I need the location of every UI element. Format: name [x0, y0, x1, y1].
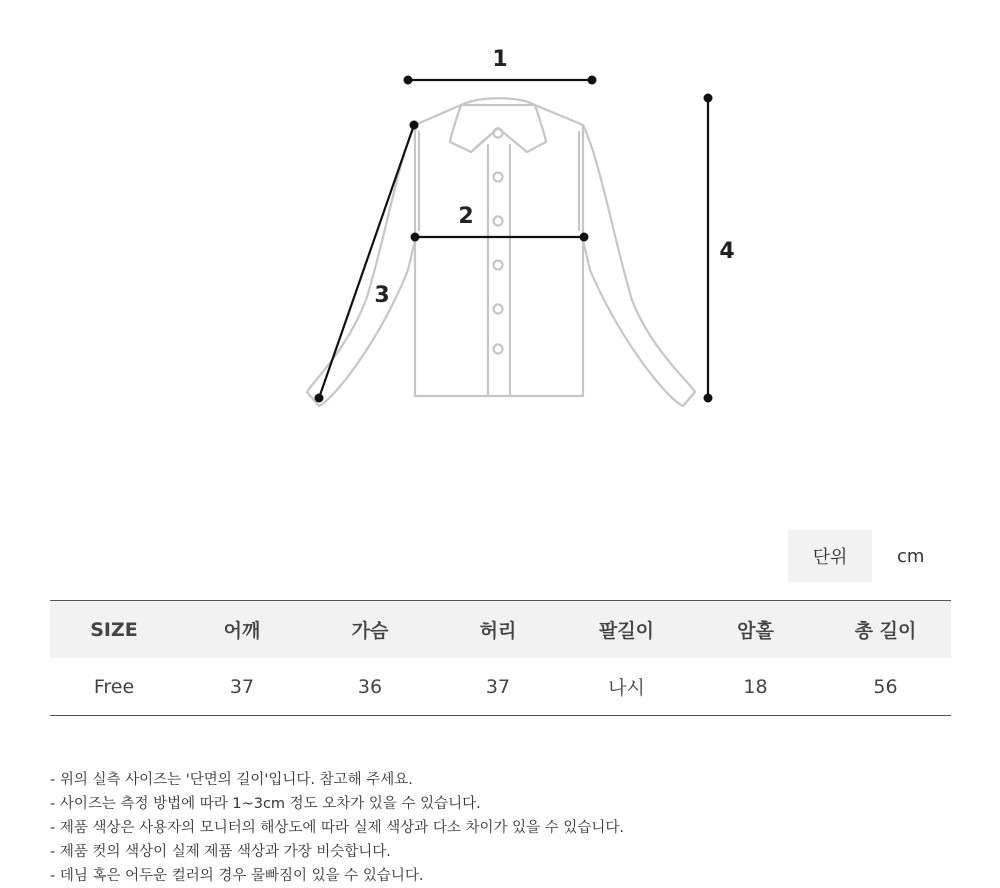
note-item: - 사이즈는 측정 방법에 따라 1~3cm 정도 오차가 있을 수 있습니다. — [50, 796, 481, 812]
marker-2: 2 — [458, 204, 474, 229]
marker-3: 3 — [374, 283, 390, 308]
header-armhole: 암홀 — [691, 601, 820, 659]
notes-list — [50, 768, 624, 888]
cell-armhole: 18 — [691, 658, 820, 716]
table-row — [50, 658, 951, 716]
cell-chest: 36 — [306, 658, 434, 716]
header-waist: 허리 — [434, 601, 562, 659]
note-item: - 제품 컷의 색상이 실제 제품 색상과 가장 비슷합니다. — [50, 844, 391, 860]
header-sleeve: 팔길이 — [562, 601, 691, 659]
cell-shoulder: 37 — [178, 658, 306, 716]
size-table — [50, 600, 951, 716]
note-item: - 제품 색상은 사용자의 모니터의 해상도에 따라 실제 색상과 다소 차이가 있을 수 있습니다. — [50, 820, 625, 836]
unit-label: 단위 — [788, 530, 872, 582]
marker-1: 1 — [492, 47, 508, 72]
size-table-header — [50, 601, 951, 659]
cell-total-length: 56 — [820, 658, 951, 716]
unit-value: cm — [897, 545, 925, 567]
header-total-length: 총 길이 — [820, 601, 951, 659]
cell-sleeve: 나시 — [562, 658, 691, 716]
unit-indicator — [788, 530, 924, 582]
header-size: SIZE — [50, 601, 178, 659]
marker-4: 4 — [719, 239, 735, 264]
note-item: - 데님 혹은 어두운 컬러의 경우 물빠짐이 있을 수 있습니다. — [50, 868, 424, 884]
measurement-lines — [315, 76, 713, 403]
header-shoulder: 어깨 — [178, 601, 306, 659]
header-chest: 가슴 — [306, 601, 434, 659]
note-item: - 위의 실측 사이즈는 '단면의 길이'입니다. 참고해 주세요. — [50, 772, 413, 788]
cell-waist: 37 — [434, 658, 562, 716]
cell-size: Free — [50, 658, 178, 716]
shirt-outline — [307, 98, 695, 406]
sleeve-measure-line — [319, 125, 414, 398]
